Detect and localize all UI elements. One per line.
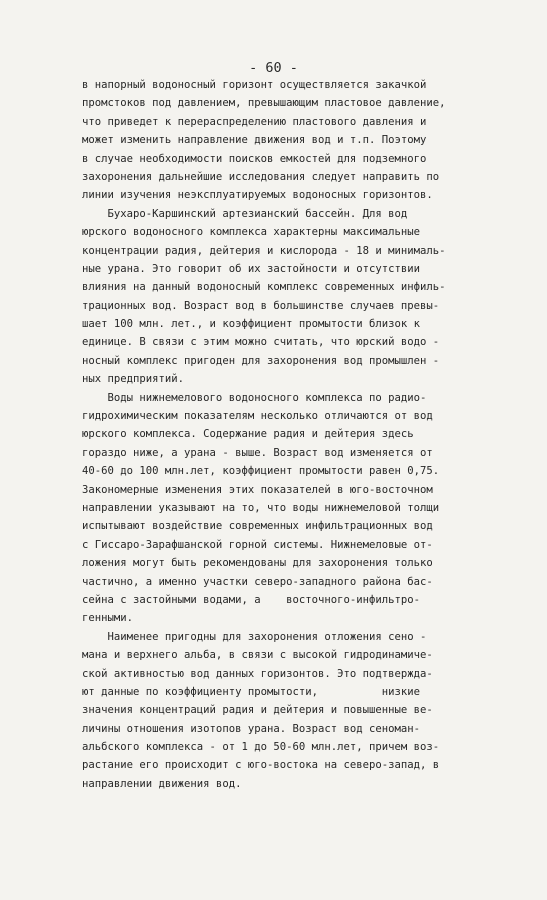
text-line: Закономерные изменения этих показателей в юго-восточном (82, 483, 433, 496)
text-line: юрского комплекса. Содержание радия и дейтерия здесь (82, 428, 414, 441)
text-line: мана и верхнего альба, в связи с высокой гидродинамиче- (82, 649, 433, 662)
text-line: трационных вод. Возраст вод в большинстве случаев превы- (82, 299, 440, 312)
text-line: концентрации радия, дейтерия и кислорода - 18 и минималь- (82, 244, 446, 257)
text-line: растание его происходит с юго-востока на северо-запад, в (82, 759, 440, 772)
text-line: 40-60 до 100 млн.лет, коэффициент промытости равен 0,75. (82, 465, 440, 478)
text-line: генными. (82, 612, 134, 625)
text-line: шает 100 млн. лет., и коэффициент промытости близок к (82, 318, 421, 331)
text-line: что приведет к перераспределению пластового давления и (82, 115, 427, 128)
text-line: значения концентраций радия и дейтерия и повышенные ве- (82, 704, 433, 717)
text-line: промстоков под давлением, превышающим пластовое давление, (82, 97, 446, 110)
text-line: Бухаро-Каршинский артезианский бассейн. Для вод (82, 207, 408, 220)
text-line: направлении движения вод. (82, 777, 242, 790)
text-line: личины отношения изотопов урана. Возраст вод сеноман- (82, 722, 421, 735)
text-line: линии изучения неэксплуатируемых водоносных горизонтов. (82, 189, 433, 202)
text-line: в напорный водоносный горизонт осуществляется закачкой (82, 79, 427, 91)
text-line: альбского комплекса - от 1 до 50-60 млн.лет, причем воз- (82, 741, 440, 754)
text-line: Наименее пригодны для захоронения отложения сено - (82, 630, 427, 643)
text-line: может изменить направление движения вод и т.п. Поэтому (82, 134, 427, 147)
text-line: Воды нижнемелового водоносного комплекса по радио- (82, 391, 427, 404)
text-line: испытывают воздействие современных инфильтрационных вод (82, 520, 433, 533)
text-line: гораздо ниже, а урана - выше. Возраст вод изменяется от (82, 446, 433, 459)
text-line: ложения могут быть рекомендованы для захоронения только (82, 557, 433, 570)
text-line: влияния на данный водоносный комплекс современных инфиль- (82, 281, 446, 294)
text-line: юрского водоносного комплекса характерны максимальные (82, 226, 421, 239)
text-line: ные урана. Это говорит об их застойности и отсутствии (82, 262, 421, 275)
text-line: ской активностью вод данных горизонтов. Это подтвержда- (82, 667, 433, 680)
text-line: носный комплекс пригоден для захоронения вод промышлен - (82, 354, 440, 367)
text-line: сейна с застойными водами, а восточного-инфильтро- (82, 593, 421, 606)
text-line: ют данные по коэффициенту промытости, низкие (82, 685, 421, 698)
text-line: захоронения дальнейшие исследования следует направить по (82, 170, 440, 183)
text-line: направлении указывают на то, что воды нижнемеловой толщи (82, 501, 440, 514)
text-line: гидрохимическим показателям несколько отличаются от вод (82, 410, 433, 423)
body-text (82, 76, 522, 793)
text-line: в случае необходимости поисков емкостей для подземного (82, 152, 427, 165)
text-line: ных предприятий. (82, 373, 185, 386)
text-line: единице. В связи с этим можно считать, что юрский водо - (82, 336, 440, 349)
page-number: - 60 - (249, 60, 298, 76)
text-line: частично, а именно участки северо-западного района бас- (82, 575, 433, 588)
text-line: с Гиссаро-Зарафшанской горной системы. Нижнемеловые от- (82, 538, 433, 551)
